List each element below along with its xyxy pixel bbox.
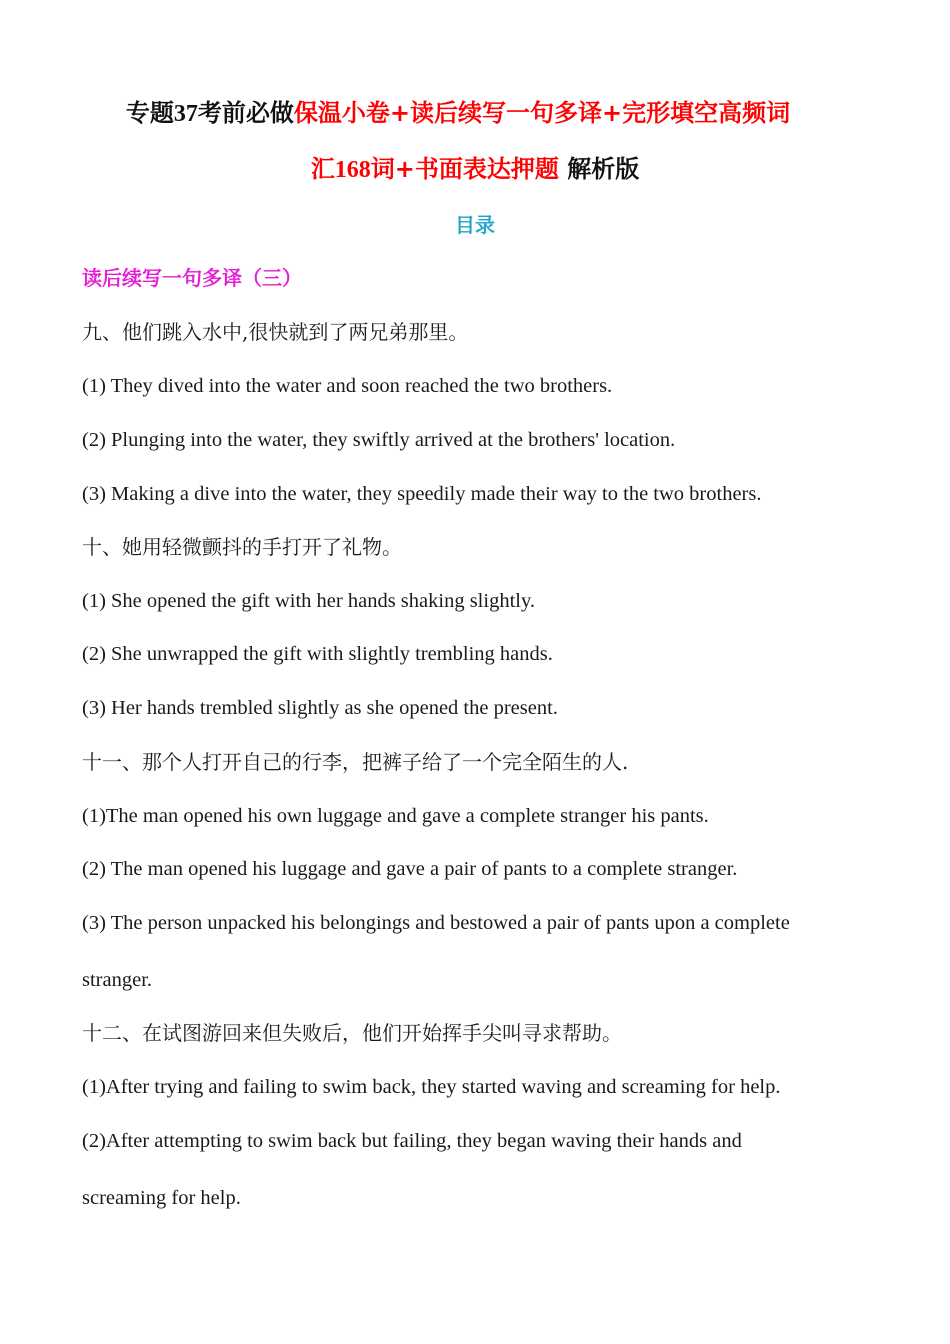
title-exam-label: 考前必做: [197, 99, 294, 127]
document-title-line-2: [0, 154, 950, 185]
title-topic-number: 37: [173, 101, 198, 127]
document-title-line-1: [33, 98, 883, 129]
section-heading: 读后续写一句多译（三）: [82, 266, 302, 290]
translation-9-3: (3) Making a dive into the water, they speedily made their way to the two brothers.: [82, 483, 762, 505]
title-highlight-2b: 词+书面表达押题: [370, 155, 559, 183]
prompt-11: 十一、那个人打开自己的行李，把裤子给了一个完全陌生的人.: [82, 750, 629, 774]
title-word-count: 168: [334, 157, 371, 183]
translation-11-3: (3) The person unpacked his belongings and bestowed a pair of pants upon a complete: [82, 912, 790, 934]
translation-12-2-continued: screaming for help.: [82, 1187, 241, 1209]
translation-10-2: (2) She unwrapped the gift with slightly trembling hands.: [82, 643, 553, 665]
table-of-contents-label: 目录: [455, 213, 495, 237]
prompt-9: 九、他们跳入水中,很快就到了两兄弟那里。: [82, 320, 469, 344]
translation-11-3-continued: stranger.: [82, 969, 153, 991]
translation-11-2: (2) The man opened his luggage and gave a pair of pants to a complete stranger.: [82, 858, 738, 880]
translation-9-2: (2) Plunging into the water, they swiftly arrived at the brothers' location.: [82, 429, 676, 451]
translation-12-2: (2)After attempting to swim back but failing, they began waving their hands and: [82, 1130, 742, 1152]
prompt-12: 十二、在试图游回来但失败后，他们开始挥手尖叫寻求帮助。: [82, 1021, 622, 1045]
title-highlight-2a: 汇: [310, 155, 335, 183]
translation-10-3: (3) Her hands trembled slightly as she opened the present.: [82, 697, 558, 719]
prompt-10: 十、她用轻微颤抖的手打开了礼物。: [82, 535, 402, 559]
title-suffix: 解析版: [558, 155, 640, 183]
translation-9-1: (1) They dived into the water and soon reached the two brothers.: [82, 375, 613, 397]
translation-10-1: (1) She opened the gift with her hands shaking slightly.: [82, 590, 536, 612]
title-prefix: 专题: [125, 99, 174, 127]
translation-12-1: (1)After trying and failing to swim back, they started waving and screaming for help.: [82, 1076, 781, 1098]
title-highlight-1: 保温小卷+读后续写一句多译+完形填空高频词: [293, 99, 791, 127]
translation-11-1: (1)The man opened his own luggage and gave a complete stranger his pants.: [82, 805, 709, 827]
